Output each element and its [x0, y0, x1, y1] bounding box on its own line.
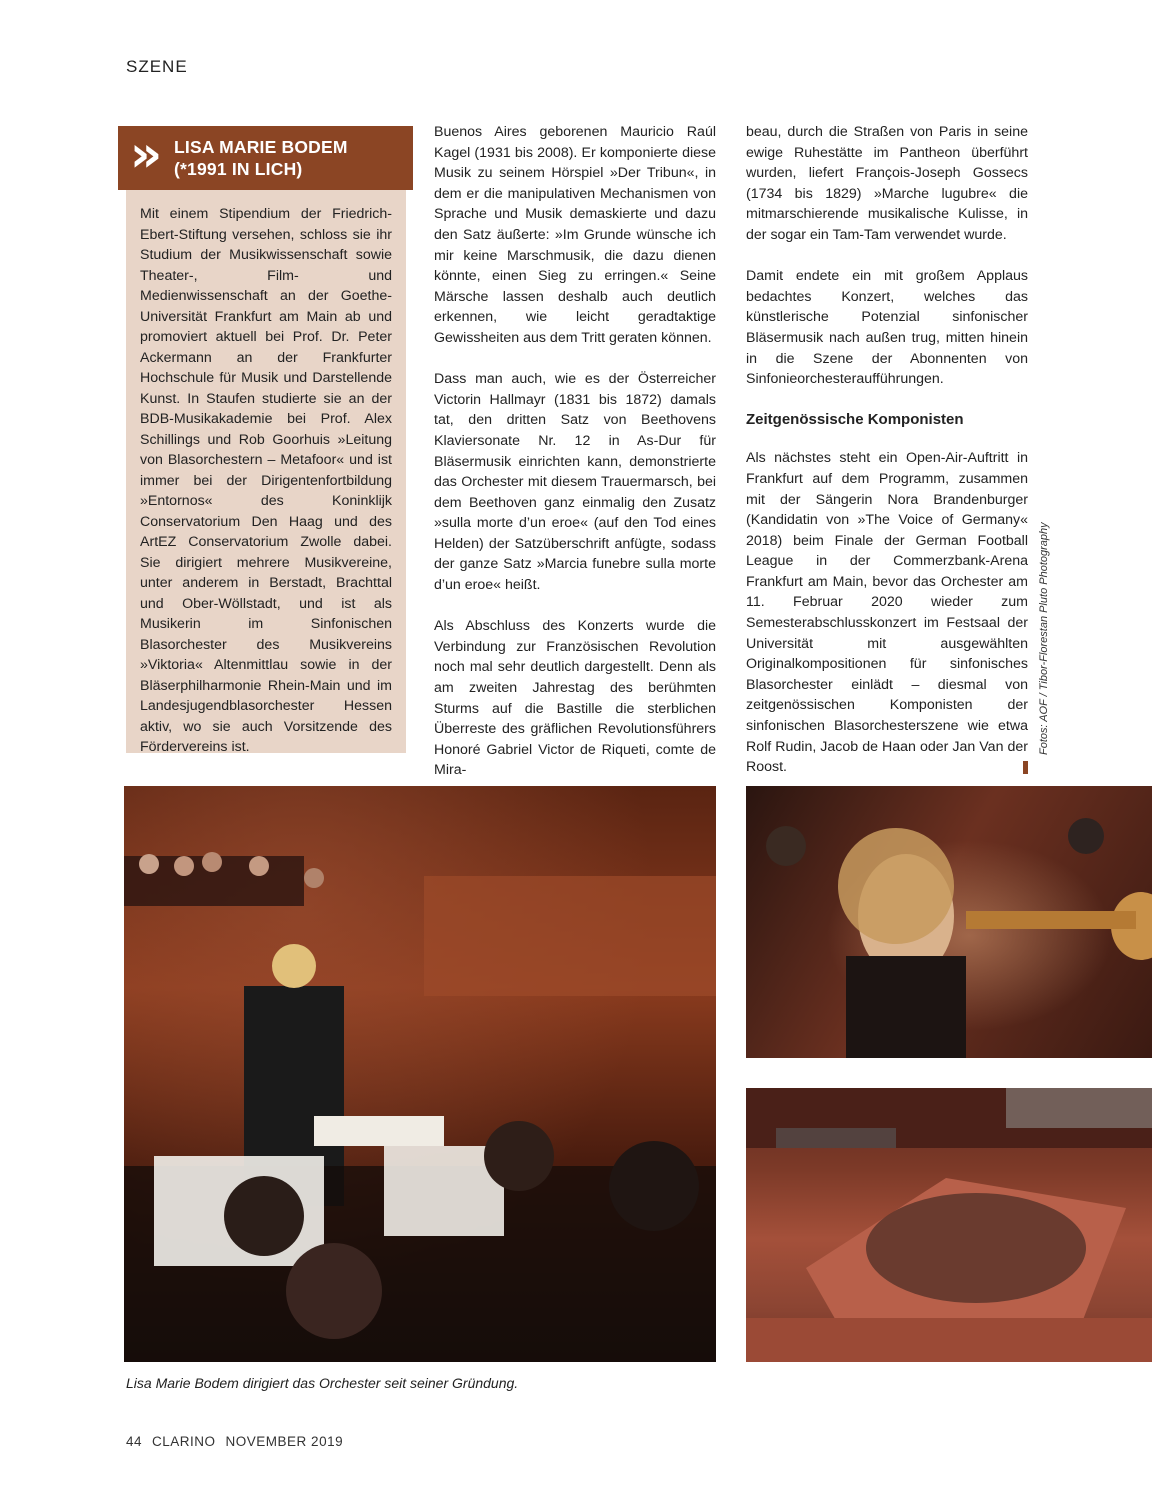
- sidebar-heading-name: LISA MARIE BODEM: [174, 137, 348, 157]
- photo-concert-hall-illustration: [746, 1088, 1152, 1362]
- issue-date: NOVEMBER 2019: [225, 1434, 344, 1449]
- photo-conductor: [124, 786, 716, 1362]
- paragraph: Buenos Aires geborenen Mauricio Raúl Kagel (1931 bis 2008). Er komponierte diese Musik zu seinem Hörspiel »Der Tribun«, in dem er die manipulativen Mechanismen von Sprache und Musik demaskierte und dazu den Satz äußerte: »Im Grunde wünsche ich mir keine Marschmusik, die dazu dienen könnte, einen Sieg zu erringen.« Seine Märsche lassen deshalb auch deutlich erkennen, wie leicht geradtaktige Gewissheiten aus dem Tritt geraten können.: [434, 124, 716, 346]
- photo-flugelhorn-illustration: [746, 786, 1152, 1058]
- photo-caption: Lisa Marie Bodem dirigiert das Orchester seit seiner Gründung.: [126, 1375, 519, 1391]
- section-label: SZENE: [126, 57, 188, 76]
- sidebar-bio-text: Mit einem Stipendium der Friedrich-Ebert-Stiftung versehen, schloss sie ihr Studium der Musikwissenschaft sowie Theater-, Film- und Medienwissenschaft an der Goethe-Universität Frankfurt am Main ab und promoviert aktuell bei Prof. Dr. Peter Ackermann an der Frankfurter Hochschule für Musik und Darstellende Kunst. In Staufen studierte sie an der BDB-Musikakademie bei Prof. Alex Schillings und Rob Goorhuis »Leitung von Blasorchestern – Metafoor« und ist immer bei der Dirigentenfortbildung »Entornos« des Koninklijk Conservatorium Den Haag und des ArtEZ Conservatorium Zwolle dabei. Sie dirigiert mehrere Musikvereine, unter anderem in Berstadt, Brachttal und Ober-Wöllstadt, und ist als Musikerin im Sinfonischen Blasorchester des Musikvereins »Viktoria« Altenmittlau sowie in der Bläserphilharmonie Rhein-Main und im Landesjugendblasorchester Hessen aktiv, wo sie auch Vorsitzende des Fördervereins ist.: [140, 206, 392, 755]
- paragraph: Damit endete ein mit großem Applaus bedachtes Konzert, welches das künstlerische Potenzial sinfonischer Bläsermusik nach außen trug, mitten hinein in die Szene der Abonnenten von Sinfonieorchesteraufführungen.: [746, 268, 1028, 388]
- page-number: 44: [126, 1434, 143, 1449]
- photo-concert-hall: [746, 1088, 1152, 1362]
- article-column-2: [434, 122, 716, 802]
- subheading: Zeitgenössische Komponisten: [746, 411, 964, 429]
- sidebar-heading: [174, 136, 348, 180]
- paragraph: beau, durch die Straßen von Paris in seine ewige Ruhestätte im Pantheon überführt wurden, liefert François-Joseph Gossecs (1734 bis 1829) »Marche lugubre« die mitmarschierende musikalische Kulisse, in der sogar ein Tam-Tam verwendet wurde.: [746, 124, 1028, 243]
- paragraph-text: Als nächstes steht ein Open-Air-Auftritt in Frankfurt auf dem Programm, zusammen mit der Sängerin Nora Brandenburger (Kandidatin von »The Voice of Germany« 2018) beim Finale der German Football League in der Commerzbank-Arena Frankfurt am Main, bevor das Orchester am 11. Februar 2020 wieder zum Semesterabschlusskonzert im Festsaal der Universität mit ausgewählten Originalkompositionen für sinfonisches Blasorchester einlädt – diesmal von zeitgenössischen Komponisten der sinfonischen Blasorchesterszene wie etwa Rolf Rudin, Jacob de Haan oder Jan Van der Roost.: [746, 450, 1028, 776]
- magazine-name: CLARINO: [152, 1434, 216, 1449]
- photo-flugelhorn-player: [746, 786, 1152, 1058]
- end-mark-icon: [1023, 761, 1028, 774]
- paragraph: Dass man auch, wie es der Österreicher Victorin Hallmayr (1831 bis 1872) damals tat, den dritten Satz von Beethovens Klaviersonate Nr. 12 in As-Dur für Bläsermusik einrichten kann, demonstrierte das Orchester mit diesem Trauermarsch, bei dem Beethoven ganz einmalig den Zusatz »sulla morte d’un eroe« (auf den Tod eines Helden) der Satzüberschrift anfügte, sodass der ganze Satz »Marcia funebre sulla morte d’un eroe« heißt.: [434, 371, 716, 594]
- article-column-3: [746, 122, 1028, 798]
- double-chevron-icon: »: [129, 125, 163, 183]
- page-footer: [126, 1434, 353, 1449]
- sidebar-heading-birth: (*1991 IN LICH): [174, 159, 303, 179]
- photo-credit: Fotos: AOF / Tibor-Florestan Pluto Photography: [1038, 522, 1050, 755]
- paragraph: Als Abschluss des Konzerts wurde die Verbindung zur Französischen Revolution noch mal sehr deutlich dargestellt. Denn als am zweiten Jahrestag des berühmten Sturms auf die Bastille die sterblichen Überreste des gräflichen Revolutionsführers Honoré Gabriel Victor de Riqueti, comte de Mira-: [434, 618, 716, 779]
- sidebar-header: [118, 126, 413, 190]
- photo-conductor-illustration: [124, 786, 716, 1362]
- paragraph-last: [746, 448, 1028, 778]
- sidebar-box: [126, 190, 406, 753]
